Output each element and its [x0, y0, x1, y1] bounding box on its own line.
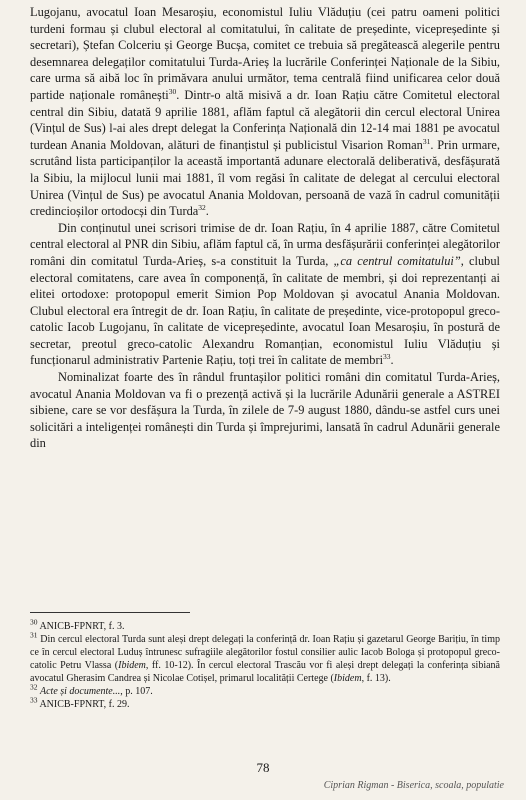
- footnote-number: 30: [30, 617, 38, 627]
- footnote-divider: [30, 612, 190, 613]
- footnote-text: , ff. 10-12). În cercul electoral Trascău vor fi aleși drept delegați la conferința sibiană avocatul Gherasim Candrea și Nicolae Cotișel, primarul localității Certege (: [30, 660, 500, 684]
- paragraph-text: . Dintr-o altă misivă a dr. Ioan Rațiu către Comitetul electoral central din Sibiu, datată 9 aprilie 1881, aflăm faptul că alegătorii din cercul electoral Unirea (Vințul de Sus) l-ai ales drept delegat la Conferința Națională din 12-14 mai 1881 pe avocatul turdean Anania Moldovan, alături de finanțistul și publicistul Visarion Roman: [30, 87, 500, 152]
- footnote-text: ANICB-FPNRT, f. 3.: [37, 621, 125, 632]
- body-text: [30, 4, 500, 452]
- footnote-ref: 31: [422, 136, 431, 146]
- paragraph-text: . Prin urmare, scrutând lista participanților la această importantă adunare electorală deliberativă, desfășurată la Sibiu, la mijlocul lunii mai 1881, îl vom regăsi în calitate de delegat al cercului electoral Unirea (Vințul de Sus) pe avocatul Anania Moldovan, persoană de vază în cadrul comunității credincioșilor ortodocși din Turda: [30, 137, 500, 219]
- footnotes: [30, 617, 500, 711]
- paragraph-3: [30, 369, 500, 452]
- footnote-ref: 32: [198, 203, 206, 212]
- paragraph-text: Lugojanu, avocatul Ioan Mesaroșiu, economistul Iuliu Vlăduțiu (cei patru oameni politici turdeni formau și clubul electoral al comitatului, în calitate de președinte, vicepreședinte și secretari), Ștefan Colceriu și George Bucșa, comitet ce trebuia să pregătească alegerile pentru desemnarea delegaților comitatului Turda-Arieș la lucrările Conferinței Naționale de la Sibiu, care urma să aibă loc în primăvara anului următor, tema centrală fiind unificarea celor două partide naționale românești: [30, 5, 500, 102]
- footnote-text: , p. 107.: [120, 686, 153, 697]
- paragraph-1: [30, 4, 500, 220]
- footnote: [30, 695, 500, 711]
- quoted-phrase: „ca centrul comitatului”: [333, 253, 461, 268]
- page-number: 78: [256, 760, 270, 775]
- paragraph-text: , clubul electoral comitatens, care avea în componență, în calitate de membri, și doi reprezentanți ai elitei ortodoxe: protopopul emerit Simion Pop Moldovan și avocatul Anania Moldovan. Clubul electoral era întregit de dr. Ioan Rațiu, în calitate de președinte, vice-protopopul greco-catolic Iacob Lugojanu, în calitate de vicepreședinte, avocatul Ioan Mesaroșiu, în postură de secretar, preotul greco-catolic Alexandru Romanțian, economistul Iuliu Vlăduțiu și funcționarul administrativ Partenie Rațiu, toți trei în calitate de membri: [30, 253, 500, 368]
- footnote: [30, 630, 500, 685]
- footnote-number: 31: [30, 630, 38, 640]
- footnote-ref: 33: [383, 352, 391, 362]
- footnote-italic: Acte și documente...: [40, 686, 121, 697]
- paragraph-text: .: [390, 353, 394, 368]
- footnote-italic: Ibidem: [333, 673, 362, 684]
- paragraph-text: Din conținutul unei scrisori trimise de dr. Ioan Rațiu, în 4 aprilie 1887, către Comitetul central electoral al PNR din Sibiu, aflăm faptul că, în urma desfășurării conferinței alegătorilor români din comitatul Turda-Arieș, s-a constituit la Turda,: [30, 220, 500, 268]
- footnote: [30, 682, 500, 698]
- footnote-text: Din cercul electoral Turda sunt aleși drept delegați la conferință dr. Ioan Rațiu și gazetarul George Barițiu, în timp ce în cercul electoral Luduș întrunesc sufragiile alegătorilor fostul consilier aulic Iacob Bologa și protopopul greco-catolic Petru Vlassa (: [30, 634, 500, 671]
- footnote-ref: 30: [168, 86, 177, 96]
- paragraph-text: Nominalizat foarte des în rândul fruntașilor politici români din comitatul Turda-Arieș, avocatul Anania Moldovan va fi o prezență activă și la lucrările Adunării generale a ASTREI sibiene, care se vor desfășura la Turda, în zilele de 7-9 august 1880, dându-se astfel curs unei solicitări a inteligenței românești din Turda și împrejurimi, lansată în cadrul Adunării generale din: [30, 370, 500, 451]
- paragraph-text: .: [205, 204, 209, 219]
- footer-credit: Ciprian Rigman - Biserica, scoala, populatie: [323, 780, 504, 791]
- footnote: [30, 617, 500, 633]
- paragraph-2: [30, 220, 500, 369]
- footnote-number: 33: [30, 695, 38, 705]
- footnote-text: , f. 13).: [361, 673, 391, 684]
- footnote-italic: Ibidem: [118, 660, 146, 671]
- footnote-text: ANICB-FPNRT, f. 29.: [37, 699, 130, 710]
- footnote-number: 32: [30, 682, 38, 692]
